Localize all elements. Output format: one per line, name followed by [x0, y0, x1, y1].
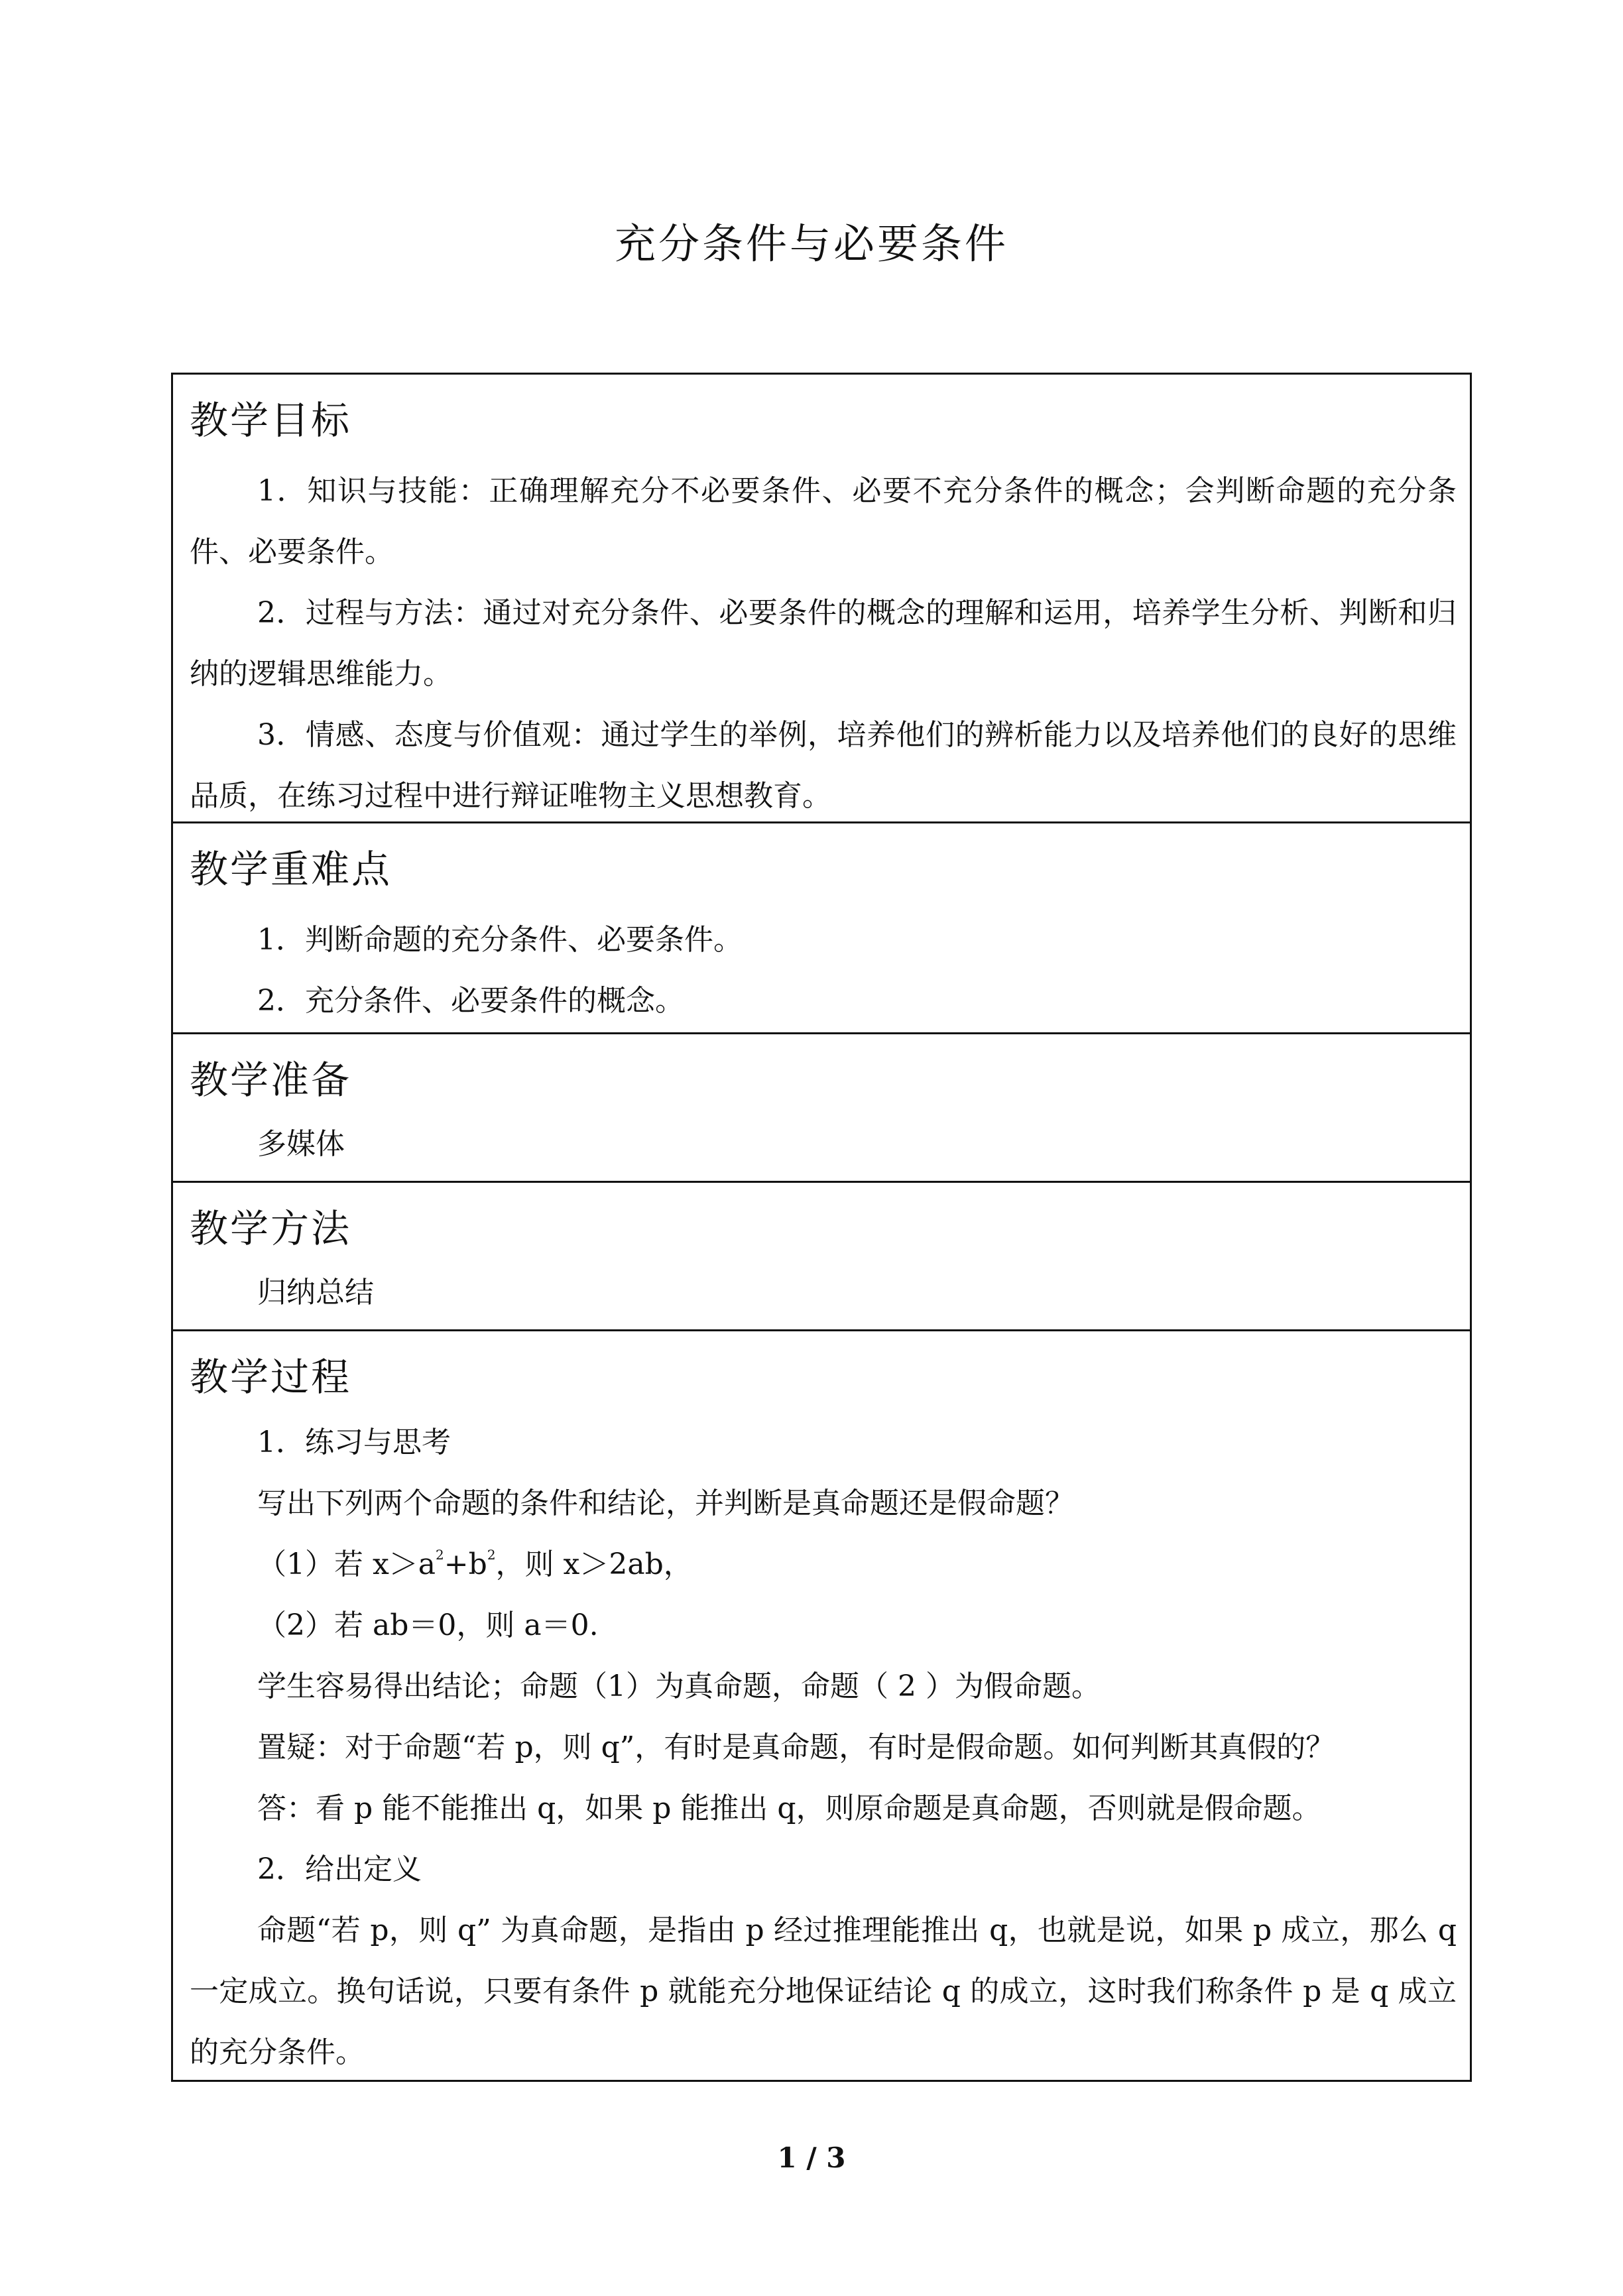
- section-heading: 教学过程: [190, 1355, 352, 1400]
- paragraph: 命题“若 p，则 q” 为真命题，是指由 p 经过推理能推出 q，也就是说，如果 p 成立，那么 q 一定成立。换句话说，只要有条件 p 就能充分地保证结论 q 的成立，这时我们称条件 p 是 q 成立的充分条件。: [190, 1913, 1457, 2069]
- paragraph: 归纳总结: [257, 1276, 374, 1309]
- page-number: 1 / 3: [777, 2142, 846, 2174]
- section-key-points: [171, 823, 1472, 1034]
- paragraph: 1．判断命题的充分条件、必要条件。: [257, 923, 743, 957]
- paragraph: 写出下列两个命题的条件和结论，并判断是真命题还是假命题？: [257, 1486, 1074, 1520]
- paragraph: 2．给出定义: [257, 1852, 422, 1886]
- paragraph: 1．知识与技能：正确理解充分不必要条件、必要不充分条件的概念；会判断命题的充分条件、必要条件。: [190, 474, 1457, 569]
- paragraph: （2）若 ab＝0，则 a＝0.: [257, 1608, 599, 1642]
- section-heading: 教学方法: [190, 1206, 352, 1251]
- page-title: 充分条件与必要条件: [614, 219, 1008, 268]
- paragraph: 1．练习与思考: [257, 1425, 451, 1459]
- section-heading: 教学准备: [190, 1057, 352, 1103]
- section-method: [171, 1183, 1472, 1331]
- section-heading: 教学目标: [190, 398, 352, 443]
- paragraph-formula: （1）若 $x>a^2+b^2$，则 x＞2ab，: [257, 1547, 693, 1581]
- paragraph: 学生容易得出结论；命题（1）为真命题，命题（ 2 ）为假命题。: [257, 1669, 1101, 1703]
- paragraph: 多媒体: [257, 1127, 345, 1161]
- section-preparation: [171, 1034, 1472, 1183]
- paragraph: 2．充分条件、必要条件的概念。: [257, 984, 684, 1018]
- section-process: [171, 1331, 1472, 2082]
- paragraph: 3．情感、态度与价值观：通过学生的举例，培养他们的辨析能力以及培养他们的良好的思维品质，在练习过程中进行辩证唯物主义思想教育。: [190, 718, 1457, 813]
- paragraph: 置疑：对于命题“若 p，则 q”，有时是真命题，有时是假命题。如何判断其真假的？: [257, 1730, 1335, 1764]
- section-goals: [171, 373, 1472, 823]
- lesson-table: [171, 373, 1472, 2082]
- paragraph: 2．过程与方法：通过对充分条件、必要条件的概念的理解和运用，培养学生分析、判断和归纳的逻辑思维能力。: [190, 596, 1457, 691]
- section-heading: 教学重难点: [190, 847, 392, 892]
- paragraph: 答：看 p 能不能推出 q，如果 p 能推出 q，则原命题是真命题，否则就是假命题。: [257, 1791, 1321, 1825]
